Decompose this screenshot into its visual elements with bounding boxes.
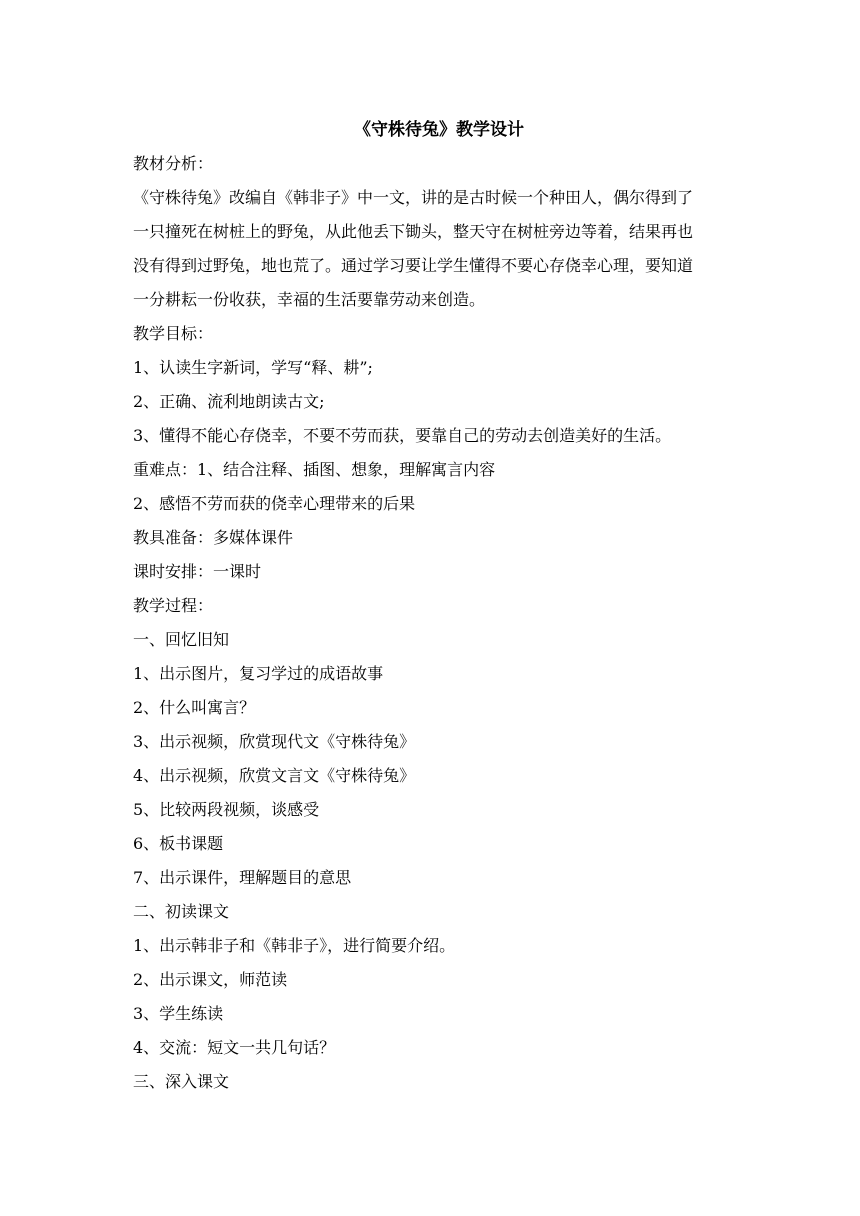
list-item: 3、懂得不能心存侥幸，不要不劳而获，要靠自己的劳动去创造美好的生活。 (133, 426, 672, 445)
subsection-heading: 二、初读课文 (133, 902, 230, 921)
document-title: 《守株待兔》教学设计 (354, 120, 524, 140)
list-item: 3、出示视频，欣赏现代文《守株待兔》 (133, 732, 416, 751)
list-item: 1、出示图片，复习学过的成语故事 (133, 664, 384, 683)
list-item: 4、交流：短文一共几句话？ (133, 1038, 336, 1057)
section-heading-material-analysis: 教材分析： (133, 154, 214, 173)
paragraph-line: 《守株待兔》改编自《韩非子》中一文，讲的是古时候一个种田人，偶尔得到了 (133, 188, 694, 207)
list-item: 2、感悟不劳而获的侥幸心理带来的后果 (133, 494, 416, 513)
teaching-aids-line: 教具准备：多媒体课件 (133, 528, 294, 547)
paragraph-line: 一分耕耘一份收获，幸福的生活要靠劳动来创造。 (133, 290, 486, 309)
list-item: 2、什么叫寓言？ (133, 698, 256, 717)
list-item: 3、学生练读 (133, 1004, 224, 1023)
list-item: 7、出示课件，理解题目的意思 (133, 868, 352, 887)
paragraph-line: 一只撞死在树桩上的野兔，从此他丢下锄头，整天守在树桩旁边等着，结果再也 (133, 222, 694, 241)
subsection-heading: 三、深入课文 (133, 1072, 230, 1091)
list-item: 1、出示韩非子和《韩非子》，进行简要介绍。 (133, 936, 456, 955)
list-item: 6、板书课题 (133, 834, 224, 853)
list-item: 5、比较两段视频，谈感受 (133, 800, 320, 819)
section-heading-teaching-goals: 教学目标： (133, 324, 214, 343)
schedule-line: 课时安排：一课时 (133, 562, 262, 581)
paragraph-line: 没有得到过野兔，地也荒了。通过学习要让学生懂得不要心存侥幸心理，要知道 (133, 256, 694, 275)
document-body (133, 113, 733, 1099)
list-item: 2、出示课文，师范读 (133, 970, 288, 989)
subsection-heading: 一、回忆旧知 (133, 630, 230, 649)
list-item: 1、认读生字新词，学写“释、耕”; (133, 358, 373, 377)
key-points-line: 重难点：1、结合注释、插图、想象，理解寓言内容 (133, 460, 496, 479)
section-heading-teaching-process: 教学过程： (133, 596, 214, 615)
list-item: 4、出示视频，欣赏文言文《守株待兔》 (133, 766, 416, 785)
list-item: 2、正确、流利地朗读古文; (133, 392, 325, 411)
